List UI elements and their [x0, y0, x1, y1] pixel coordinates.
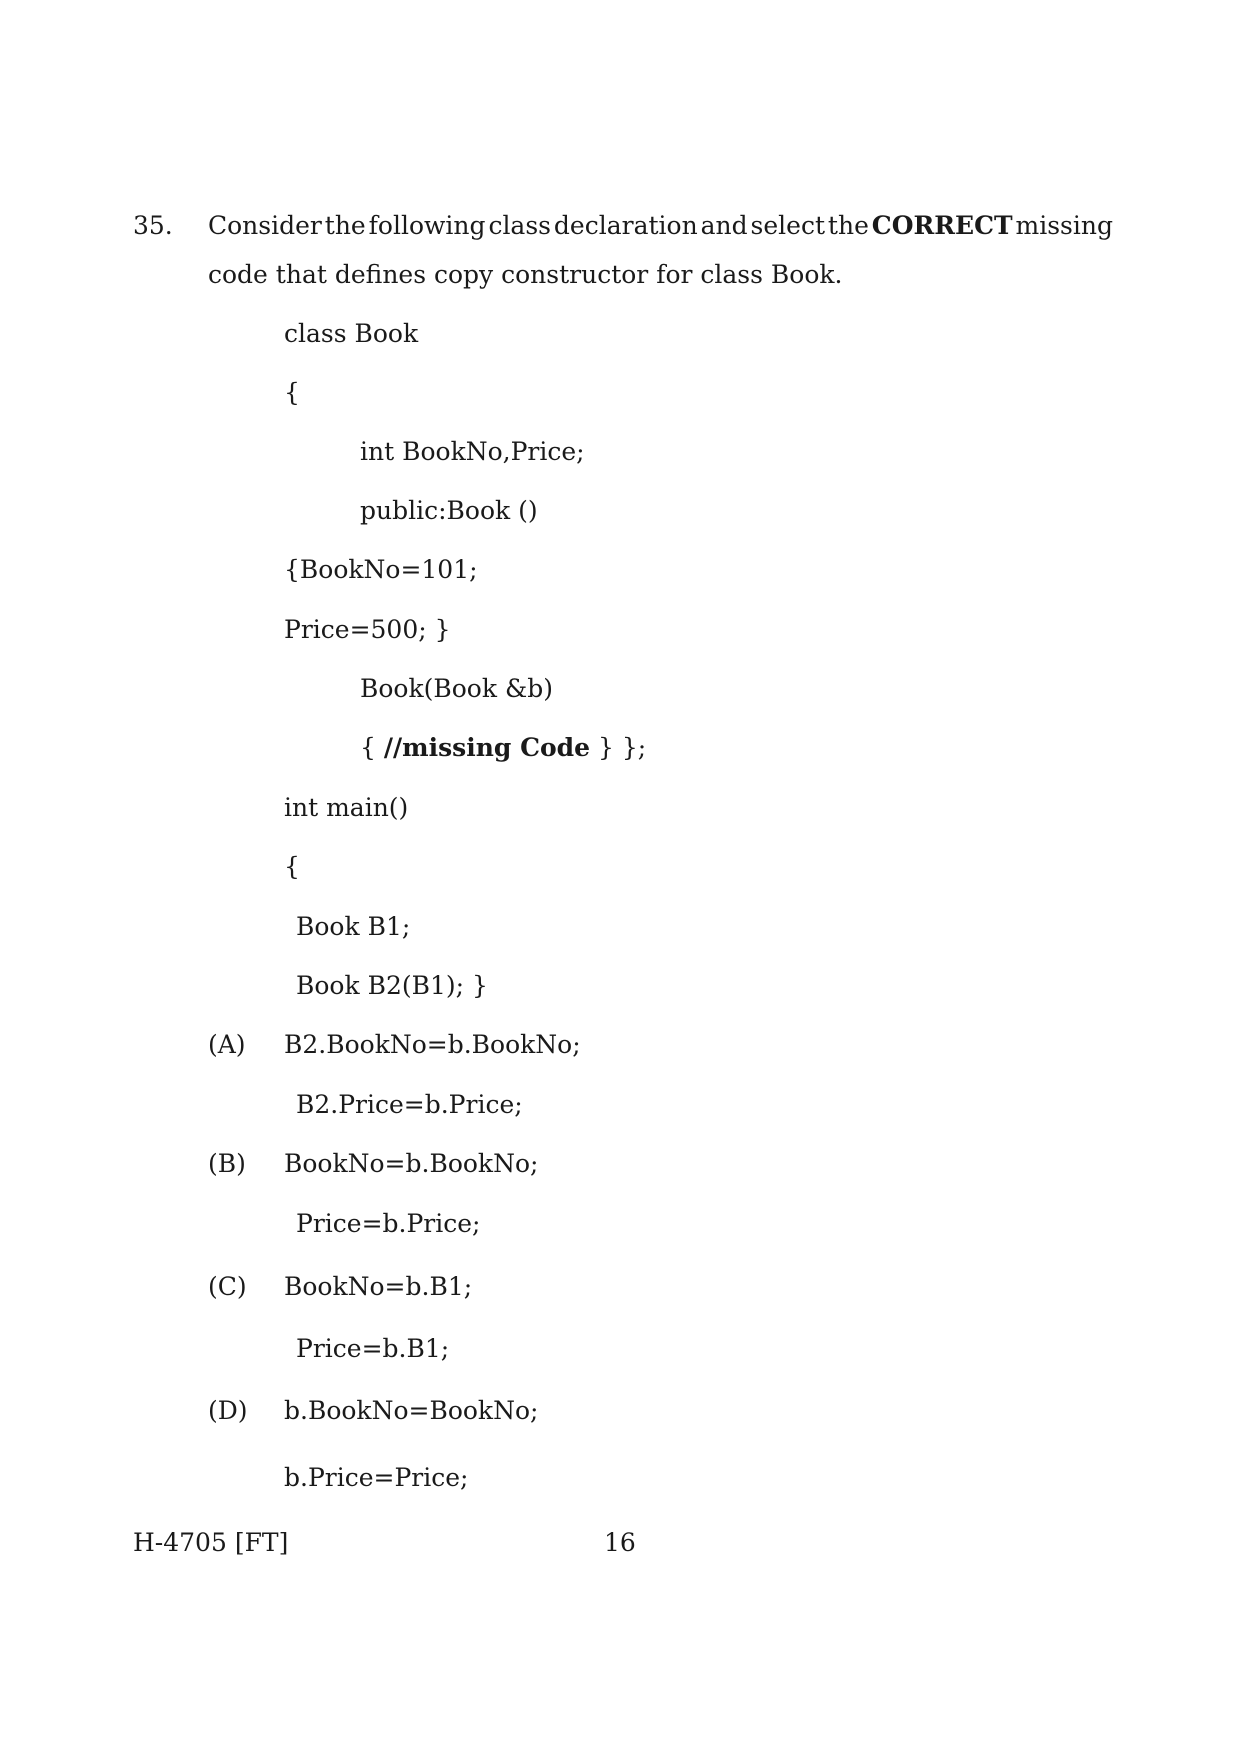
question-text-line2: code that defines copy constructor for class Book. — [208, 260, 843, 289]
code-line: Book B2(B1); } — [296, 971, 488, 1000]
code-line: class Book — [284, 319, 419, 348]
code-line: Book B1; — [296, 912, 411, 941]
question-number: 35. — [133, 211, 173, 240]
question-text-line1 — [208, 213, 1113, 238]
code-line: int BookNo,Price; — [360, 437, 585, 466]
option-a-line2: B2.Price=b.Price; — [296, 1090, 523, 1119]
option-c-line2: Price=b.B1; — [296, 1334, 450, 1363]
option-a-line1: B2.BookNo=b.BookNo; — [284, 1030, 581, 1059]
brace-open: { — [360, 733, 384, 762]
option-c-letter: (C) — [208, 1272, 247, 1301]
footer-page-number: 16 — [604, 1528, 636, 1557]
option-d-line1: b.BookNo=BookNo; — [284, 1396, 539, 1425]
word: class — [488, 211, 551, 240]
option-b-line2: Price=b.Price; — [296, 1209, 481, 1238]
code-line: Price=500; } — [284, 615, 451, 644]
word: the — [324, 211, 366, 240]
missing-code-comment: //missing Code — [383, 733, 591, 762]
word: and — [700, 211, 748, 240]
code-line: Book(Book &b) — [360, 674, 553, 703]
option-c-line1: BookNo=b.B1; — [284, 1272, 473, 1301]
word: select — [750, 211, 825, 240]
code-line: { — [284, 852, 300, 881]
option-d-letter: (D) — [208, 1396, 248, 1425]
footer-paper-code: H-4705 [FT] — [133, 1528, 289, 1557]
code-line: { — [284, 378, 300, 407]
option-a-letter: (A) — [208, 1030, 246, 1059]
code-line: int main() — [284, 793, 409, 822]
word: following — [368, 211, 486, 240]
code-line: public:Book () — [360, 496, 538, 525]
option-d-line2: b.Price=Price; — [284, 1463, 469, 1492]
word: missing — [1015, 211, 1113, 240]
option-b-line1: BookNo=b.BookNo; — [284, 1149, 539, 1178]
emphasis-correct: CORRECT — [871, 211, 1013, 240]
word: the — [827, 211, 869, 240]
word: declaration — [553, 211, 698, 240]
option-b-letter: (B) — [208, 1149, 246, 1178]
code-line: {BookNo=101; — [284, 555, 478, 584]
code-line-missing — [360, 735, 646, 760]
word: Consider — [208, 211, 322, 240]
brace-close: } }; — [590, 733, 647, 762]
